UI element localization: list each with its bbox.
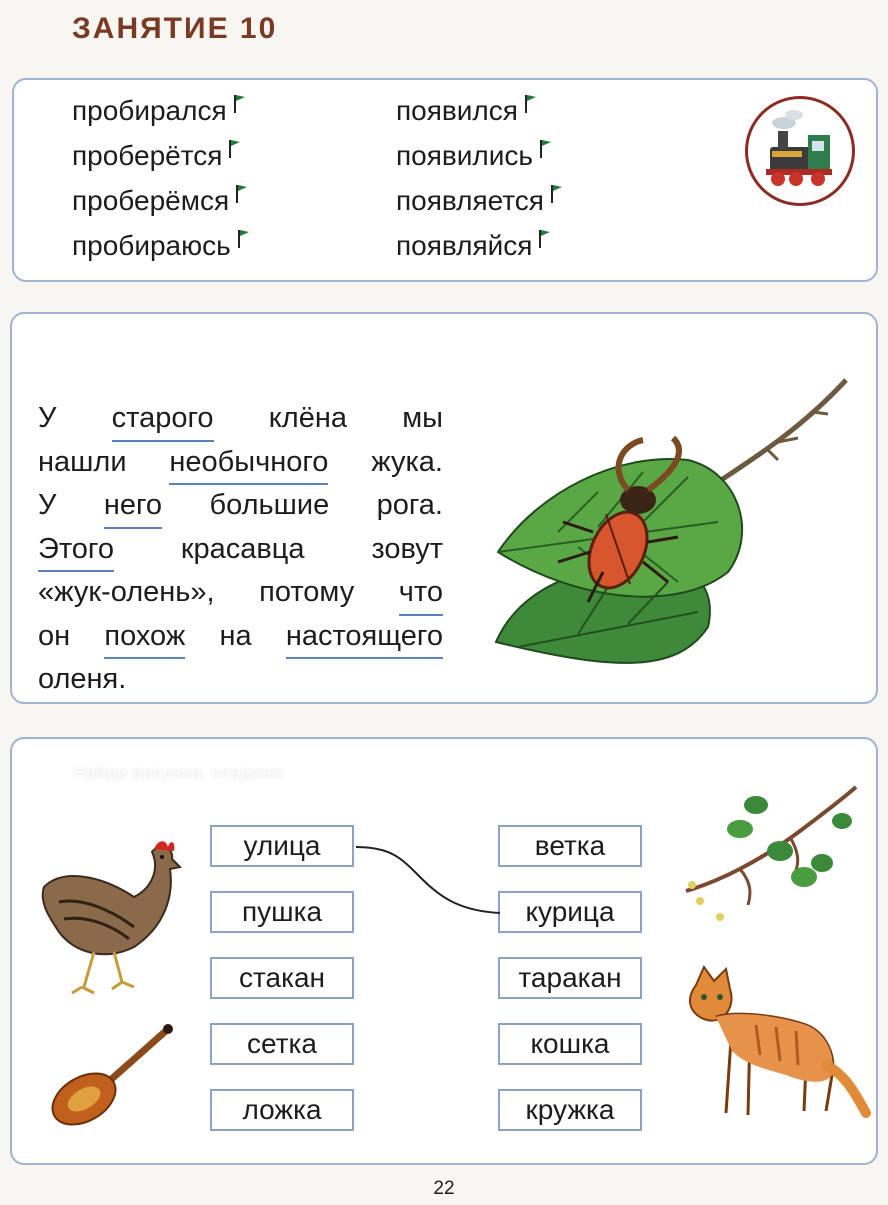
story-word: У [38, 402, 57, 434]
connector-line [352, 839, 502, 919]
flag-icon [235, 183, 249, 203]
story-word: мы [402, 402, 443, 434]
underlined-word: старого [112, 398, 214, 442]
word-list-card [12, 78, 878, 282]
faded-caption: Найди рисунки, соедини [74, 763, 282, 782]
underlined-word: похож [104, 616, 185, 660]
stag-beetle-illustration [478, 372, 858, 672]
match-word-right[interactable]: кошка [498, 1023, 642, 1065]
flag-icon [228, 138, 242, 158]
train-icon [745, 96, 855, 206]
story-word: он [38, 619, 71, 652]
story-word: У [38, 489, 57, 521]
underlined-word: необычного [169, 442, 328, 486]
word-item: пробирался [72, 88, 251, 133]
word-item: появился [396, 88, 564, 133]
underlined-word: настоящего [286, 616, 443, 660]
match-word-left[interactable]: улица [210, 825, 354, 867]
word-item: появились [396, 133, 564, 178]
match-word-right[interactable]: ветка [498, 825, 642, 867]
underlined-word: него [104, 485, 162, 529]
hen-icon [34, 827, 184, 997]
story-word: нашли [38, 445, 127, 478]
story-word: красавца [180, 532, 305, 565]
story-line [38, 572, 443, 616]
flag-icon [524, 93, 538, 113]
flag-icon [550, 183, 564, 203]
story-word: потому [259, 576, 355, 608]
flag-icon [539, 138, 553, 158]
word-item: проберёмся [72, 178, 251, 223]
word-item: проберётся [72, 133, 251, 178]
word-item: появляйся [396, 223, 564, 268]
match-word-left[interactable]: ложка [210, 1089, 354, 1131]
match-word-right[interactable]: курица [498, 891, 642, 933]
story-card [10, 312, 878, 704]
wooden-spoon-icon [46, 1019, 176, 1129]
story-line [38, 529, 443, 573]
match-word-left[interactable]: сетка [210, 1023, 354, 1065]
story-line [38, 442, 443, 486]
page-number: 22 [433, 1178, 455, 1199]
story-line [38, 616, 443, 660]
story-text [38, 398, 443, 700]
flag-icon [233, 93, 247, 113]
story-word: большие [209, 489, 330, 521]
story-word: на [219, 619, 252, 652]
match-word-left[interactable]: стакан [210, 957, 354, 999]
match-word-left[interactable]: пушка [210, 891, 354, 933]
story-word: клёна [268, 402, 347, 434]
lesson-title: ЗАНЯТИЕ 10 [72, 12, 278, 45]
underlined-word: что [399, 572, 443, 616]
matching-card [10, 737, 878, 1165]
match-word-right[interactable]: кружка [498, 1089, 642, 1131]
story-word: зовут [371, 532, 443, 565]
word-column-right [396, 88, 564, 268]
story-word: «жук-олень», [38, 576, 215, 608]
underlined-word: Этого [38, 529, 114, 573]
story-word: жука. [371, 445, 443, 478]
word-column-left [72, 88, 251, 268]
story-line [38, 659, 443, 700]
story-word: рога. [376, 489, 443, 521]
word-item: пробираюсь [72, 223, 251, 268]
match-word-right[interactable]: таракан [498, 957, 642, 999]
branch-icon [680, 781, 860, 931]
flag-icon [538, 228, 552, 248]
word-item: появляется [396, 178, 564, 223]
story-line [38, 485, 443, 529]
flag-icon [237, 228, 251, 248]
cat-icon [676, 965, 876, 1125]
story-word: оленя. [38, 663, 127, 695]
story-line [38, 398, 443, 442]
